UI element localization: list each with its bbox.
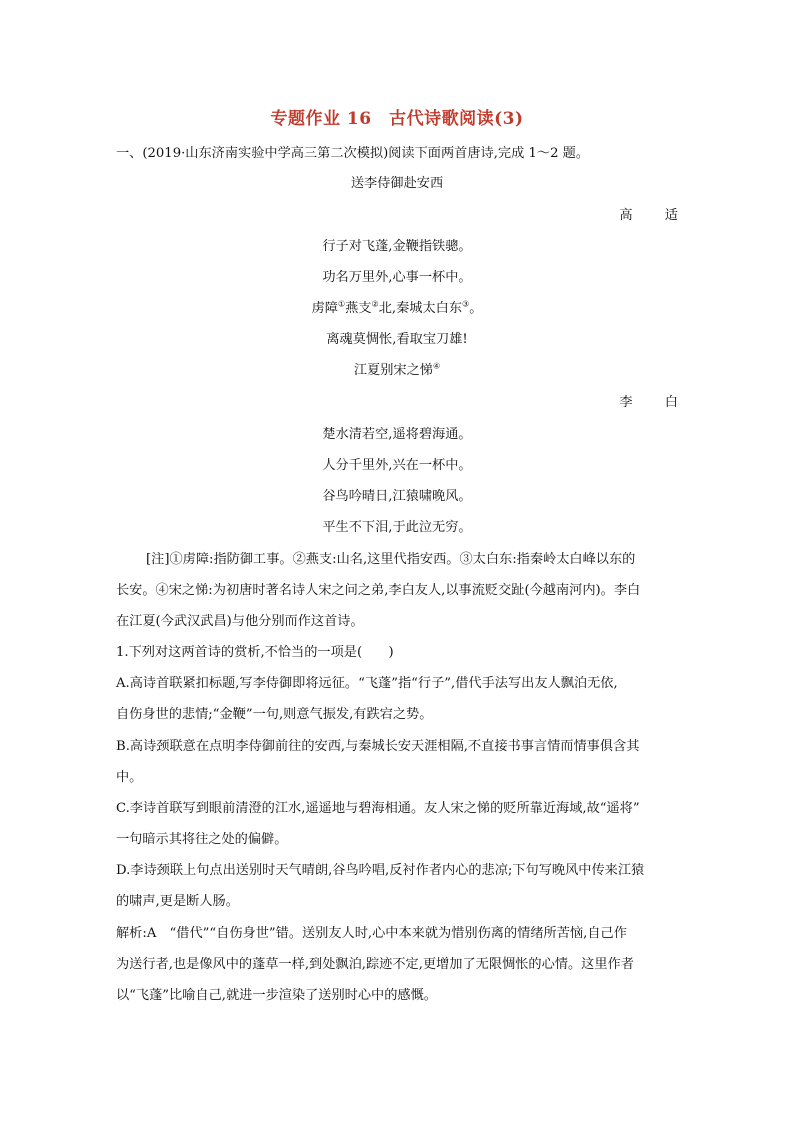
poem2-author-name: 李 白 bbox=[619, 395, 692, 410]
notes-line-3: 在江夏(今武汉武昌)与他分别而作这首诗。 bbox=[116, 614, 364, 629]
section-intro: 一、(2019·山东济南实验中学高三第二次模拟)阅读下面两首唐诗,完成 1～2 题。 bbox=[116, 146, 590, 161]
note-ref-2: ② bbox=[371, 299, 379, 309]
poem2-title-text: 江夏别宋之悌 bbox=[353, 363, 433, 378]
poem1-author-name: 高 适 bbox=[619, 208, 692, 223]
note-ref-1: ① bbox=[337, 299, 346, 309]
option-c-line-2: 一句暗示其将往之处的偏僻。 bbox=[116, 832, 288, 847]
option-a-line-2: 自伤身世的悲情;“金鞭”一句,则意气振发,有跌宕之势。 bbox=[116, 707, 433, 722]
poem2-author bbox=[116, 393, 692, 413]
poem1-author bbox=[116, 206, 692, 226]
poem1-line-3-text-b: 燕支 bbox=[345, 301, 372, 316]
poem1-line-3-text-c: 北,秦城太白东 bbox=[378, 301, 463, 316]
option-d-line-2: 的啸声,更是断人肠。 bbox=[116, 894, 239, 909]
note-ref-4: ④ bbox=[432, 361, 441, 371]
note-ref-3: ③ bbox=[462, 299, 470, 309]
option-d-line-1: D.李诗颈联上句点出送别时天气晴朗,谷鸟吟唱,反衬作者内心的悲凉;下句写晚风中传来江猿 bbox=[116, 863, 645, 878]
analysis-line-3: 以“飞蓬”比喻自己,就进一步渲染了送别时心中的感慨。 bbox=[116, 988, 437, 1003]
notes-line-1: [注]①虏障:指防御工事。②燕支:山名,这里代指安西。③太白东:指秦岭太白峰以东的 bbox=[146, 552, 636, 567]
poem1-line-1: 行子对飞蓬,金鞭指铁骢。 bbox=[322, 239, 472, 254]
poem1-line-2: 功名万里外,心事一杯中。 bbox=[322, 270, 472, 285]
poem1-line-3-text-a: 虏障 bbox=[311, 301, 338, 316]
option-b-line-2: 中。 bbox=[116, 770, 143, 785]
analysis-line-1: 解析:A “借代”“自伤身世”错。送别友人时,心中本来就为惜别伤离的情绪所苦恼,自己作 bbox=[116, 926, 627, 941]
poem2-title bbox=[116, 361, 678, 381]
poem2-line-1: 楚水清若空,遥将碧海通。 bbox=[322, 427, 472, 442]
poem1-line-4: 离魂莫惆怅,看取宝刀雄! bbox=[326, 332, 468, 347]
poem1-line-3-text-d: 。 bbox=[469, 301, 483, 316]
poem1-title: 送李侍御赴安西 bbox=[350, 176, 444, 191]
analysis-line-2: 为送行者,也是像风中的蓬草一样,到处飘泊,踪迹不定,更增加了无限惆怅的心情。这里作者 bbox=[116, 957, 634, 972]
question-stem: 1.下列对这两首诗的赏析,不恰当的一项是( ) bbox=[116, 645, 394, 660]
poem2-line-2: 人分千里外,兴在一杯中。 bbox=[322, 458, 472, 473]
option-a-line-1: A.高诗首联紧扣标题,写李侍御即将远征。“飞蓬”指“行子”,借代手法写出友人飘泊无依, bbox=[116, 676, 618, 691]
poem2-line-3: 谷鸟吟晴日,江猿啸晚风。 bbox=[322, 489, 472, 504]
poem2-line-4: 平生不下泪,于此泣无穷。 bbox=[322, 520, 472, 535]
option-c-line-1: C.李诗首联写到眼前清澄的江水,遥遥地与碧海相通。友人宋之悌的贬所靠近海域,故“遥将” bbox=[116, 801, 640, 816]
option-b-line-1: B.高诗颈联意在点明李侍御前往的安西,与秦城长安天涯相隔,不直接书事言情而情事俱含其 bbox=[116, 739, 640, 754]
poem1-line-3 bbox=[116, 299, 678, 319]
notes-line-2: 长安。④宋之悌:为初唐时著名诗人宋之问之弟,李白友人,以事流贬交趾(今越南河内)。李白 bbox=[116, 583, 641, 598]
page-title: 专题作业 16 古代诗歌阅读(3) bbox=[270, 109, 524, 129]
